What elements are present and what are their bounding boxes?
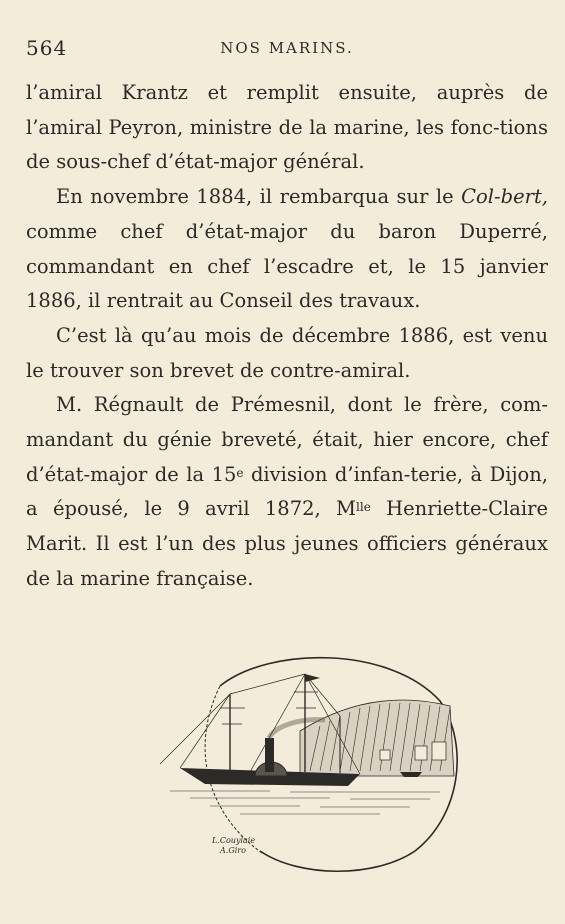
paragraph-2-tail: comme chef d’état-major du baron Duperré, commandant en chef l’escadre et, le 15 janvier 1886, il rentrait au Conseil des travaux. — [26, 219, 548, 313]
paragraph-2 — [26, 180, 548, 319]
paragraph-2-lead: En novembre 1884, il rembarqua sur le — [56, 185, 462, 209]
ship-name-colbert: Col-bert, — [461, 185, 548, 209]
superscript-e: e — [236, 465, 244, 480]
paragraph-4-middle: division d’infan-terie, à Dijon, a épousé, le 9 avril 1872, M — [26, 462, 548, 521]
paragraph-3: C’est là qu’au mois de décembre 1886, est venu le trouver son brevet de contre-amiral. — [26, 323, 548, 382]
illustration-signature — [212, 836, 255, 856]
page-number: 564 — [26, 36, 68, 60]
paragraph-4 — [26, 388, 548, 596]
paragraph-1: l’amiral Krantz et remplit ensuite, auprès de l’amiral Peyron, ministre de la marine, les fonc-tions de sous-chef d’état-major général. — [26, 81, 548, 174]
paragraph-4-tail: Henriette-Claire Marit. Il est l’un des plus jeunes officiers généraux de la marine française. — [26, 497, 548, 590]
running-head — [26, 36, 548, 60]
steamship-vignette-icon — [150, 646, 460, 876]
paragraph-4-lead: M. Régnault de Prémesnil, dont le frère, com-mandant du génie breveté, était, hier encore, chef d’état-major de la 15 — [26, 393, 548, 486]
superscript-lle: lle — [356, 500, 371, 515]
signature-line-2: A.Giro — [220, 846, 246, 855]
running-title: NOS MARINS. — [220, 39, 354, 57]
body-text — [26, 76, 548, 597]
signature-line-1: L.Couylaie — [212, 836, 256, 845]
